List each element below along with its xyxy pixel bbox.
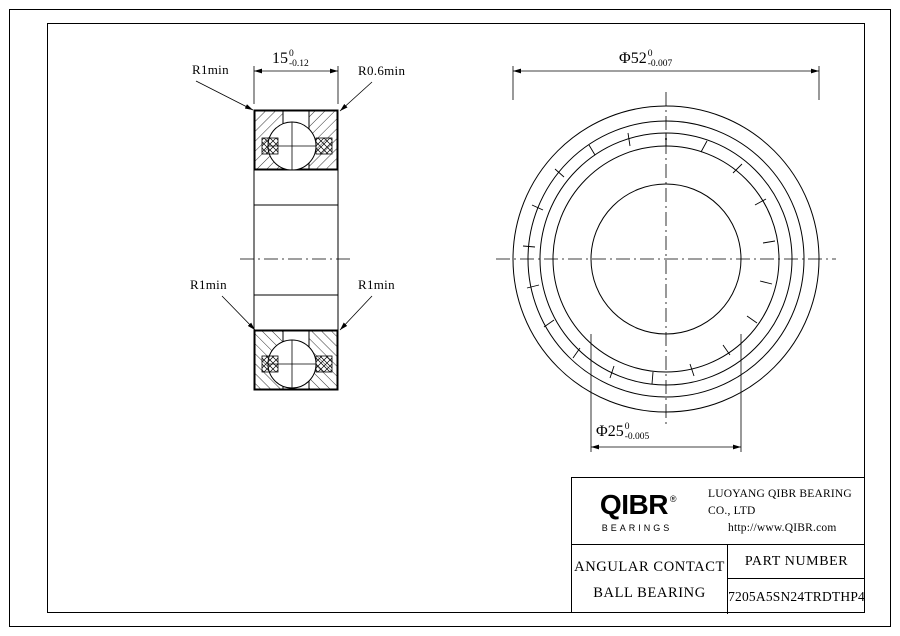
logo-subtitle: BEARINGS (601, 523, 673, 533)
company-info (702, 478, 865, 544)
dimension-bore-tol-lower: -0.005 (624, 431, 650, 442)
label-r06min-top-right: R0.6min (358, 63, 406, 78)
part-number-label: PART NUMBER (728, 545, 865, 579)
dimension-bore-tol-upper: 0 (624, 422, 630, 432)
company-logo (572, 478, 702, 544)
product-type-line2: BALL BEARING (593, 584, 706, 601)
dimension-bore-value: 25 (607, 423, 624, 441)
dimension-bore-symbol: Φ (596, 423, 608, 441)
registered-trademark-icon: ® (669, 494, 677, 504)
dimension-od-value: 52 (630, 50, 647, 68)
label-r1min-top-left: R1min (192, 62, 229, 77)
dimension-width (272, 50, 309, 69)
part-number-cell (728, 545, 865, 614)
dimension-outer-diameter (619, 50, 672, 69)
label-r1min-bottom-left: R1min (190, 277, 227, 292)
logo-text (599, 489, 677, 521)
front-view (496, 66, 836, 452)
product-type-line1: ANGULAR CONTACT (574, 558, 725, 575)
dimension-od-tol-lower: -0.007 (647, 58, 673, 69)
dimension-od-symbol: Φ (619, 50, 631, 68)
dimension-width-tol-upper: 0 (289, 49, 294, 59)
dimension-od-tol-upper: 0 (647, 49, 653, 59)
dimension-width-value: 15 (272, 50, 288, 68)
title-block-body (572, 545, 865, 614)
company-website[interactable]: http://www.QIBR.com (728, 521, 837, 534)
title-block-header (572, 478, 865, 545)
product-type (572, 545, 728, 614)
dimension-bore-diameter (596, 423, 649, 442)
section-view (196, 66, 372, 390)
part-number-value: 7205A5SN24TRDTHP4 (728, 588, 865, 604)
logo-wordmark: QIBR (599, 489, 668, 520)
label-r1min-bottom-right: R1min (358, 277, 395, 292)
company-name: LUOYANG QIBR BEARING CO., LTD (708, 487, 852, 517)
title-block (571, 477, 865, 613)
dimension-width-tol-lower: -0.12 (289, 58, 309, 69)
